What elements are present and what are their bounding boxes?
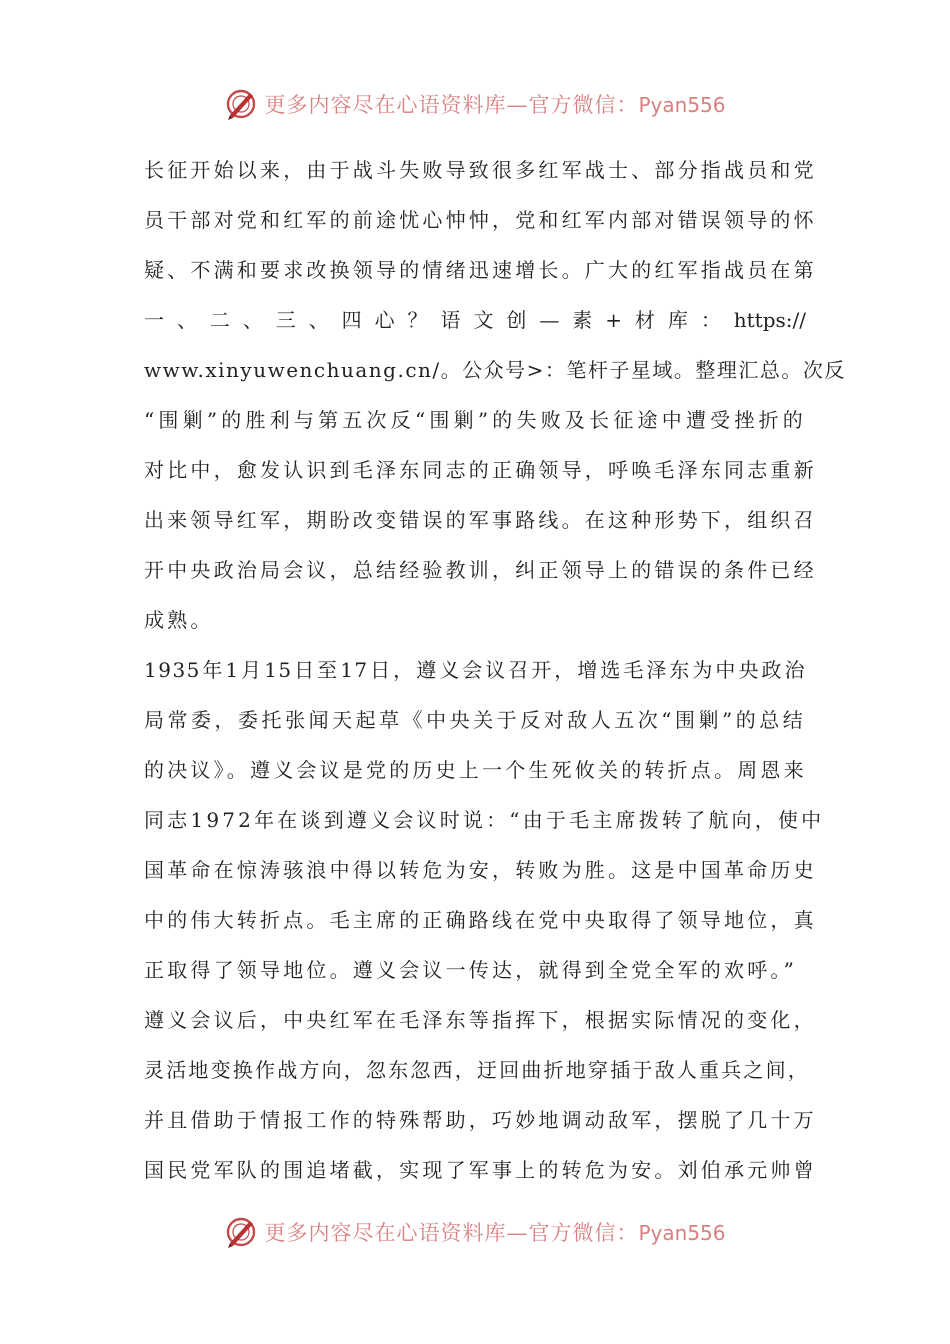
body-line-3: 疑、不满和要求改换领导的情绪迅速增长。广大的红军指战员在第 [144, 258, 817, 282]
footer-banner [0, 1212, 950, 1252]
body-line-2: 员干部对党和红军的前途忧心忡忡，党和红军内部对错误领导的怀 [144, 208, 817, 232]
body-line-10: 成熟。 [144, 608, 214, 632]
body-line-15: 国革命在惊涛骇浪中得以转危为安，转败为胜。这是中国革命历史 [144, 858, 817, 882]
body-line-12: 局常委，委托张闻天起草《中央关于反对敌人五次“围剿”的总结 [144, 708, 806, 732]
body-line-19: 灵活地变换作战方向，忽东忽西，迂回曲折地穿插于敌人重兵之间， [144, 1058, 810, 1082]
footer-banner-text: 更多内容尽在心语资料库—官方微信：Pyan556 [264, 1221, 726, 1245]
body-line-5: www.xinyuwenchuang.cn/。公众号>：笔杆子星域。整理汇总。次反 [144, 358, 846, 382]
body-line-17: 正取得了领导地位。遵义会议一传达，就得到全党全军的欢呼。” [144, 958, 798, 982]
body-line-7: 对比中，愈发认识到毛泽东同志的正确领导，呼唤毛泽东同志重新 [144, 458, 817, 482]
body-line-20: 并且借助于情报工作的特殊帮助，巧妙地调动敌军，摆脱了几十万 [144, 1108, 817, 1132]
document-body [144, 145, 846, 1195]
pen-logo-icon [224, 87, 258, 121]
body-line-9: 开中央政治局会议，总结经验教训，纠正领导上的错误的条件已经 [144, 558, 817, 582]
header-banner-text: 更多内容尽在心语资料库—官方微信：Pyan556 [264, 93, 726, 117]
header-banner [0, 84, 950, 124]
body-line-1: 长征开始以来，由于战斗失败导致很多红军战士、部分指战员和党 [144, 158, 817, 182]
body-line-13: 的决议》。遵义会议是党的历史上一个生死攸关的转折点。周恩来 [144, 758, 807, 782]
body-line-6: “围剿”的胜利与第五次反“围剿”的失败及长征途中遭受挫折的 [144, 408, 806, 432]
body-line-11: 1935年1月15日至17日，遵义会议召开，增选毛泽东为中央政治 [144, 658, 806, 682]
body-line-16: 中的伟大转折点。毛主席的正确路线在党中央取得了领导地位，真 [144, 908, 817, 932]
body-line-8: 出来领导红军，期盼改变错误的军事路线。在这种形势下，组织召 [144, 508, 817, 532]
body-line-14: 同志1972年在谈到遵义会议时说：“由于毛主席拨转了航向，使中 [144, 808, 825, 832]
pen-logo-icon [224, 1215, 258, 1249]
body-line-4: 一、二、三、四心？语文创—素+材库：https:// [144, 308, 806, 332]
body-line-21: 国民党军队的围追堵截，实现了军事上的转危为安。刘伯承元帅曾 [144, 1158, 817, 1182]
body-line-18: 遵义会议后，中央红军在毛泽东等指挥下，根据实际情况的变化， [144, 1008, 817, 1032]
